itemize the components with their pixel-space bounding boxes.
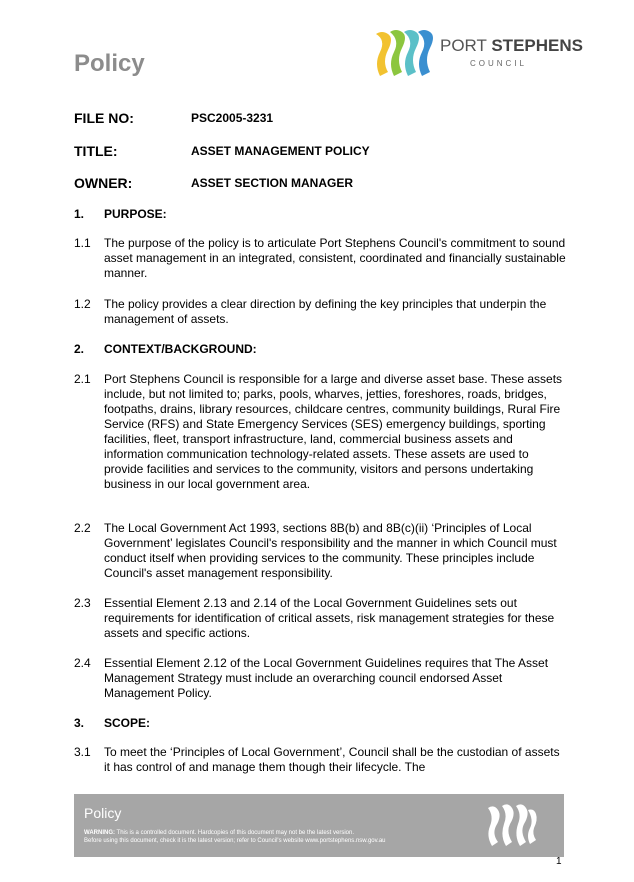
page-footer: [74, 794, 564, 857]
owner-label: OWNER:: [74, 175, 133, 191]
wave-logo-icon: [374, 28, 436, 78]
footer-title: Policy: [84, 805, 122, 821]
file-no-value: PSC2005-3231: [191, 111, 274, 125]
footer-warning: WARNING: This is a controlled document. Hardcopies of this document may not be the latest version. Before using this document, check it is the latest version; refer to Council's website www.portstephens.nsw.gov.au: [84, 830, 386, 844]
clause-text: To meet the ‘Principles of Local Government’, Council shall be the custodian of assets it has control of and manage them though their lifecycle. The: [104, 745, 560, 774]
clause-text: Port Stephens Council is responsible for a large and diverse asset base. These assets include, but not limited to; parks, pools, wharves, jetties, foreshores, roads, bridges, footpaths, drains, library resources, childcare centres, community buildings, Rural Fire Service (RFS) and State Emergency Services (SES) emergency buildings, sporting facilities, fleet, transport infrastructure, land, commercial business assets and information communication technology-related assets. These assets are used to provide facilities and services to the community, visitors and persons undertaking business in our local government area.: [104, 372, 563, 491]
clause-number: 3.1: [74, 745, 91, 759]
clause-number: 2.4: [74, 656, 91, 670]
clause-number: 1.2: [74, 297, 91, 311]
file-no-label: FILE NO:: [74, 110, 134, 126]
section-title: CONTEXT/BACKGROUND:: [104, 342, 257, 356]
clause-text: The Local Government Act 1993, sections 8B(b) and 8B(c)(ii) ‘Principles of Local Government’ legislates Council's responsibility and the manner in which Council must conduct itself when providing services to the community. These principles include Council's asset management responsibility.: [104, 521, 557, 580]
clause-number: 2.1: [74, 372, 91, 386]
section-number: 3.: [74, 716, 85, 730]
clause-number: 1.1: [74, 236, 91, 250]
council-logo: [374, 28, 583, 78]
clause-number: 2.2: [74, 521, 91, 535]
section-title: SCOPE:: [104, 716, 151, 730]
page-title: Policy: [74, 50, 145, 77]
section-number: 1.: [74, 207, 85, 221]
page-number: 1: [556, 856, 562, 867]
clause-number: 2.3: [74, 596, 91, 610]
clause-text: The purpose of the policy is to articulate Port Stephens Council's commitment to sound asset management in an integrated, consistent, coordinated and financially sustainable manner.: [104, 236, 566, 280]
title-label: TITLE:: [74, 143, 118, 159]
clause-text: The policy provides a clear direction by defining the key principles that underpin the management of assets.: [104, 297, 547, 326]
logo-subtitle: COUNCIL: [470, 59, 528, 68]
owner-value: ASSET SECTION MANAGER: [191, 176, 354, 190]
title-value: ASSET MANAGEMENT POLICY: [191, 144, 370, 158]
footer-wave-logo-icon: [484, 800, 540, 850]
logo-wordmark: PORT STEPHENS: [440, 36, 583, 55]
section-title: PURPOSE:: [104, 207, 167, 221]
clause-text: Essential Element 2.12 of the Local Government Guidelines requires that The Asset Management Strategy must include an overarching council endorsed Asset Management Policy.: [104, 656, 549, 700]
clause-text: Essential Element 2.13 and 2.14 of the Local Government Guidelines sets out requirements for identification of critical assets, risk management strategies for these assets and specific actions.: [104, 596, 555, 640]
section-number: 2.: [74, 342, 85, 356]
